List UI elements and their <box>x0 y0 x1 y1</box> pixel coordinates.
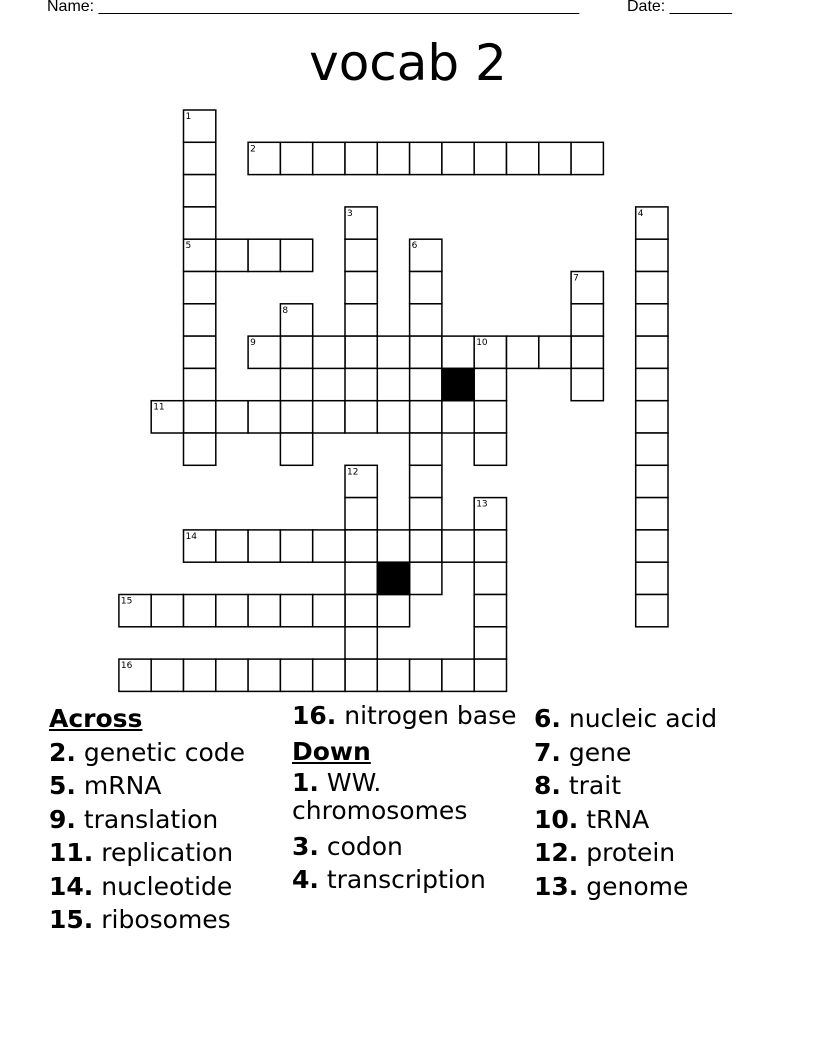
grid-cell[interactable] <box>571 304 603 336</box>
grid-cell[interactable] <box>571 336 603 368</box>
grid-cell[interactable] <box>313 595 345 627</box>
grid-cell[interactable] <box>636 336 668 368</box>
grid-cell[interactable] <box>184 272 216 304</box>
cell-number: 10 <box>476 338 488 349</box>
clue-text: mRNA <box>75 771 162 800</box>
grid-cell[interactable] <box>184 659 216 691</box>
clue-across-16 <box>292 702 527 730</box>
clue-across-15 <box>49 903 284 937</box>
grid-cell[interactable] <box>410 272 442 304</box>
grid-cell[interactable] <box>280 659 312 691</box>
black-cell <box>442 368 474 400</box>
grid-cell[interactable] <box>636 562 668 594</box>
grid-cell[interactable] <box>410 304 442 336</box>
grid-cell[interactable] <box>280 401 312 433</box>
grid-cell[interactable] <box>345 336 377 368</box>
grid-cell[interactable] <box>474 368 506 400</box>
clue-number: 1. <box>292 767 319 797</box>
clue-text: trait <box>560 771 622 800</box>
grid-cell[interactable] <box>313 659 345 691</box>
grid-cell[interactable] <box>345 368 377 400</box>
clue-text: gene <box>560 737 632 767</box>
clue-number: 12. <box>534 838 579 867</box>
grid-cell[interactable] <box>280 239 312 271</box>
black-cell <box>377 562 409 594</box>
grid-cell[interactable] <box>313 336 345 368</box>
grid-cell[interactable] <box>184 401 216 433</box>
cell-number: 3 <box>347 208 353 219</box>
clue-down-6 <box>534 702 804 736</box>
grid-cell[interactable] <box>539 336 571 368</box>
down-heading: Down <box>292 737 371 766</box>
grid-cell[interactable] <box>248 239 280 271</box>
grid-cell[interactable] <box>280 595 312 627</box>
grid-cell[interactable] <box>410 498 442 530</box>
cell-number: 7 <box>573 273 579 284</box>
grid-cell[interactable] <box>248 401 280 433</box>
grid-cell[interactable] <box>345 272 377 304</box>
name-field-label: Name: ______________________________________________________ <box>47 0 580 15</box>
clue-number: 4. <box>292 865 319 894</box>
clue-text: ribosomes <box>93 905 231 934</box>
grid-cell[interactable] <box>636 595 668 627</box>
clue-number: 6. <box>534 704 561 733</box>
clue-text: genome <box>578 871 689 901</box>
grid-cell[interactable] <box>216 401 248 433</box>
grid-cell[interactable] <box>313 142 345 174</box>
grid-cell[interactable] <box>474 627 506 659</box>
clue-down-13 <box>534 870 804 904</box>
clue-text: nucleotide <box>93 871 233 901</box>
grid-cell[interactable] <box>636 465 668 497</box>
clue-down-4 <box>292 863 527 897</box>
clue-number: 2. <box>49 737 76 767</box>
grid-cell[interactable] <box>571 142 603 174</box>
cell-number: 13 <box>476 499 488 510</box>
grid-cell[interactable] <box>184 368 216 400</box>
grid-cell[interactable] <box>216 659 248 691</box>
grid-cell[interactable] <box>474 659 506 691</box>
grid-cell[interactable] <box>571 368 603 400</box>
clue-number: 14. <box>49 871 94 901</box>
clue-text: replication <box>93 838 234 867</box>
grid-cell[interactable] <box>410 401 442 433</box>
grid-cell[interactable] <box>636 530 668 562</box>
clue-text: genetic code <box>75 737 246 767</box>
grid-cell[interactable] <box>474 142 506 174</box>
grid-cell[interactable] <box>216 530 248 562</box>
clue-down-1 <box>292 769 527 825</box>
grid-cell[interactable] <box>280 433 312 465</box>
grid-cell[interactable] <box>474 562 506 594</box>
grid-cell[interactable] <box>442 401 474 433</box>
grid-cell[interactable] <box>474 530 506 562</box>
grid-cell[interactable] <box>313 401 345 433</box>
grid-cell[interactable] <box>345 498 377 530</box>
grid-cell[interactable] <box>410 465 442 497</box>
grid-cell[interactable] <box>410 368 442 400</box>
clue-down-3 <box>292 830 527 864</box>
grid-cell[interactable] <box>636 304 668 336</box>
clue-text: protein <box>578 838 676 867</box>
grid-cell[interactable] <box>345 530 377 562</box>
grid-cell[interactable] <box>377 595 409 627</box>
clue-across-11 <box>49 836 284 870</box>
grid-cell[interactable] <box>184 433 216 465</box>
clue-number: 5. <box>49 771 76 800</box>
grid-cell[interactable] <box>184 336 216 368</box>
grid-cell[interactable] <box>474 401 506 433</box>
grid-cell[interactable] <box>377 659 409 691</box>
across-heading: Across <box>49 704 143 733</box>
grid-cell[interactable] <box>442 659 474 691</box>
grid-cell[interactable] <box>345 562 377 594</box>
clue-column-3 <box>534 702 804 903</box>
clue-text: transcription <box>318 865 486 894</box>
grid-cell[interactable] <box>636 368 668 400</box>
grid-cell[interactable] <box>539 142 571 174</box>
clue-text: nitrogen base <box>336 701 517 730</box>
cell-number: 5 <box>185 241 192 252</box>
grid-cell[interactable] <box>345 627 377 659</box>
clue-column-1 <box>49 702 284 937</box>
grid-cell[interactable] <box>442 530 474 562</box>
clue-text: nucleic acid <box>560 704 718 733</box>
clue-number: 16. <box>292 701 337 730</box>
grid-cell[interactable] <box>151 595 183 627</box>
clue-column-2 <box>292 702 527 897</box>
clue-down-12 <box>534 836 804 870</box>
cell-number: 16 <box>120 661 133 672</box>
clue-number: 8. <box>534 771 561 800</box>
grid-cell[interactable] <box>216 595 248 627</box>
cell-number: 14 <box>185 531 197 542</box>
grid-cell[interactable] <box>345 401 377 433</box>
clue-number: 15. <box>49 905 94 934</box>
grid-cell[interactable] <box>410 530 442 562</box>
grid-cell[interactable] <box>280 142 312 174</box>
grid-cell[interactable] <box>377 336 409 368</box>
grid-cell[interactable] <box>377 401 409 433</box>
grid-cell[interactable] <box>507 142 539 174</box>
clue-text: tRNA <box>578 804 650 834</box>
grid-cell[interactable] <box>474 595 506 627</box>
grid-cell[interactable] <box>442 142 474 174</box>
clue-across-2 <box>49 736 284 770</box>
clue-number: 13. <box>534 871 579 901</box>
grid-cell[interactable] <box>410 336 442 368</box>
clue-text: codon <box>318 831 403 861</box>
grid-cell[interactable] <box>410 142 442 174</box>
grid-cell[interactable] <box>184 207 216 239</box>
grid-cell[interactable] <box>151 659 183 691</box>
grid-cell[interactable] <box>636 272 668 304</box>
grid-cell[interactable] <box>248 595 280 627</box>
cell-number: 6 <box>411 241 418 252</box>
grid-cell[interactable] <box>280 336 312 368</box>
grid-cell[interactable] <box>280 530 312 562</box>
cell-number: 9 <box>250 338 256 349</box>
grid-cell[interactable] <box>248 659 280 691</box>
cell-number: 12 <box>347 467 359 478</box>
grid-cell[interactable] <box>636 433 668 465</box>
grid-cell[interactable] <box>636 239 668 271</box>
clue-down-10 <box>534 803 804 837</box>
grid-cell[interactable] <box>636 401 668 433</box>
clue-down-8 <box>534 769 804 803</box>
cell-number: 11 <box>153 402 165 413</box>
grid-cell[interactable] <box>184 142 216 174</box>
grid-cell[interactable] <box>345 659 377 691</box>
clue-across-14 <box>49 870 284 904</box>
cell-number: 4 <box>637 208 644 219</box>
grid-cell[interactable] <box>410 659 442 691</box>
clue-number: 9. <box>49 804 76 834</box>
grid-cell[interactable] <box>442 336 474 368</box>
grid-cell[interactable] <box>345 239 377 271</box>
date-field-label: Date: _______ <box>627 0 732 15</box>
grid-cell[interactable] <box>345 595 377 627</box>
grid-cell[interactable] <box>410 433 442 465</box>
cell-number: 2 <box>250 144 256 155</box>
clue-across-5 <box>49 769 284 803</box>
grid-cell[interactable] <box>313 530 345 562</box>
page-title: vocab 2 <box>309 34 507 92</box>
clue-text: translation <box>75 804 219 834</box>
grid-cell[interactable] <box>248 530 280 562</box>
clue-text: WW. chromosomes <box>292 767 468 825</box>
grid-cell[interactable] <box>184 175 216 207</box>
cell-number: 1 <box>185 112 192 122</box>
clue-across-9 <box>49 803 284 837</box>
grid-cell[interactable] <box>184 595 216 627</box>
grid-cell[interactable] <box>474 433 506 465</box>
cell-number: 8 <box>282 305 289 316</box>
grid-cell[interactable] <box>216 239 248 271</box>
clue-down-7 <box>534 736 804 770</box>
cell-number: 15 <box>120 596 133 607</box>
grid-cell[interactable] <box>410 562 442 594</box>
clue-number: 11. <box>49 838 94 867</box>
clue-number: 10. <box>534 804 579 834</box>
grid-cell[interactable] <box>345 304 377 336</box>
clue-number: 3. <box>292 831 319 861</box>
clue-number: 7. <box>534 737 561 767</box>
grid-cell[interactable] <box>184 304 216 336</box>
grid-cell[interactable] <box>636 498 668 530</box>
grid-cell[interactable] <box>507 336 539 368</box>
grid-cell[interactable] <box>377 142 409 174</box>
grid-cell[interactable] <box>345 142 377 174</box>
grid-cell[interactable] <box>377 530 409 562</box>
grid-cell[interactable] <box>280 368 312 400</box>
